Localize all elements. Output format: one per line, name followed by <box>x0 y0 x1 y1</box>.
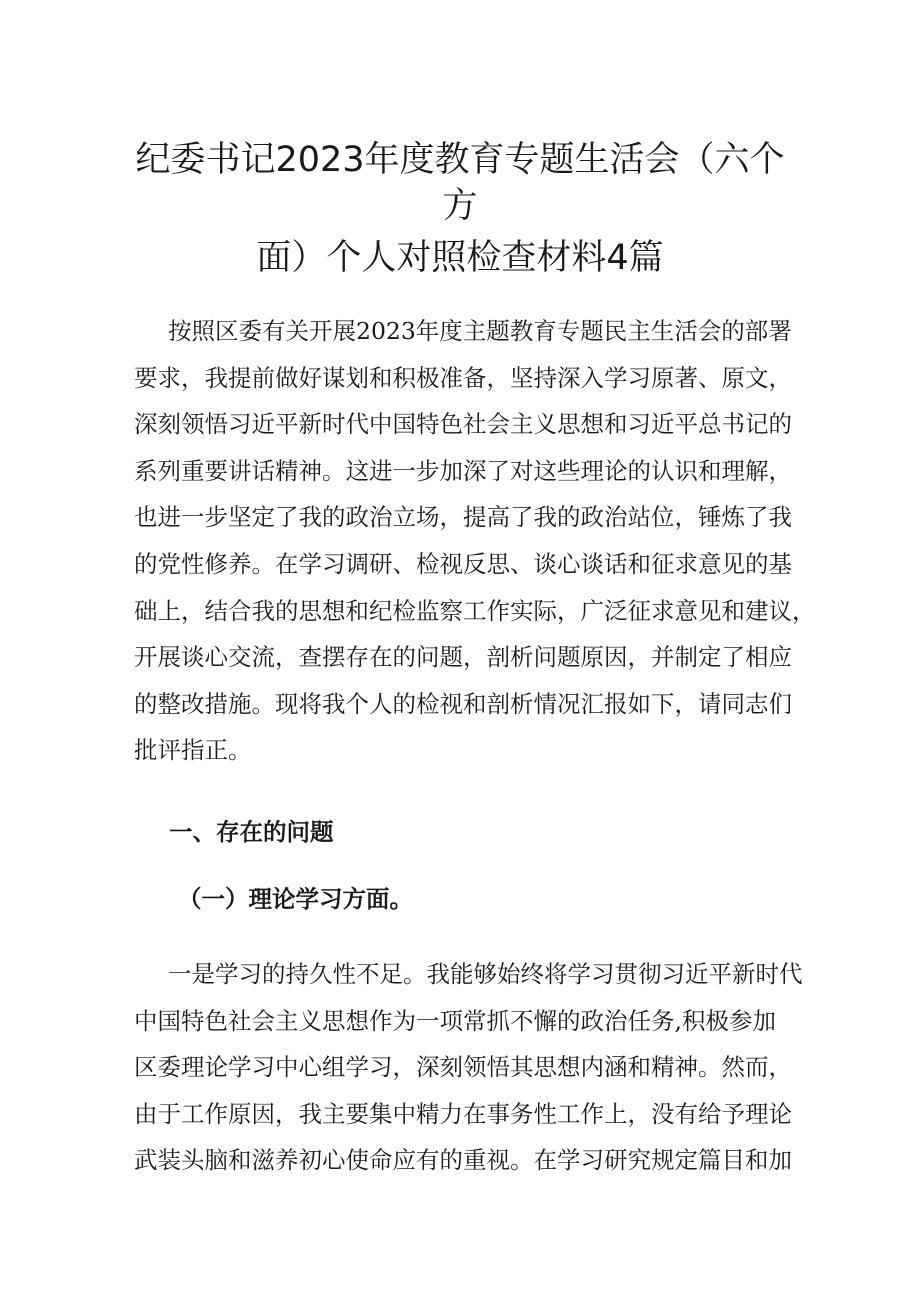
body-line: 中国特色社会主义思想作为一项常抓不懈的政治任务,积极参加 <box>134 1006 776 1035</box>
intro-line: 础上，结合我的思想和纪检监察工作实际，广泛征求意见和建议， <box>134 596 816 625</box>
document-title-line-2: 方 <box>442 186 478 226</box>
intro-paragraph <box>134 308 816 774</box>
body-paragraph <box>134 951 803 1184</box>
body-line: 一是学习的持久性不足。我能够始终将学习贯彻习近平新时代 <box>168 960 803 988</box>
intro-line: 要求，我提前做好谋划和积极准备，坚持深入学习原著、原文， <box>134 363 792 392</box>
intro-line: 深刻领悟习近平新时代中国特色社会主义思想和习近平总书记的 <box>134 410 792 439</box>
intro-line: 的整改措施。现将我个人的检视和剖析情况汇报如下，请同志们 <box>134 689 792 718</box>
section-heading: 一、存在的问题 <box>169 818 334 846</box>
subsection-heading: （一）理论学习方面。 <box>178 885 413 913</box>
intro-line: 的党性修养。在学习调研、检视反思、谈心谈话和征求意见的基 <box>134 549 792 578</box>
body-line: 武装头脑和滋养初心使命应有的重视。在学习研究规定篇目和加 <box>134 1146 792 1175</box>
body-line: 区委理论学习中心组学习，深刻领悟其思想内涵和精神。然而， <box>134 1053 792 1082</box>
intro-line: 也进一步坚定了我的政治立场，提高了我的政治站位，锤炼了我 <box>134 503 792 532</box>
intro-line: 系列重要讲话精神。这进一步加深了对这些理论的认识和理解， <box>134 456 792 485</box>
intro-line: 按照区委有关开展2023年度主题教育专题民主生活会的部署 <box>168 317 792 345</box>
intro-line: 批评指正。 <box>134 736 252 765</box>
body-line: 由于工作原因，我主要集中精力在事务性工作上，没有给予理论 <box>134 1099 792 1128</box>
intro-line: 开展谈心交流，查摆存在的问题，剖析问题原因，并制定了相应 <box>134 643 792 672</box>
document-title-line-3: 面）个人对照检查材料4篇 <box>256 238 664 278</box>
document-title-line-1: 纪委书记2023年度教育专题生活会（六个 <box>135 140 785 180</box>
